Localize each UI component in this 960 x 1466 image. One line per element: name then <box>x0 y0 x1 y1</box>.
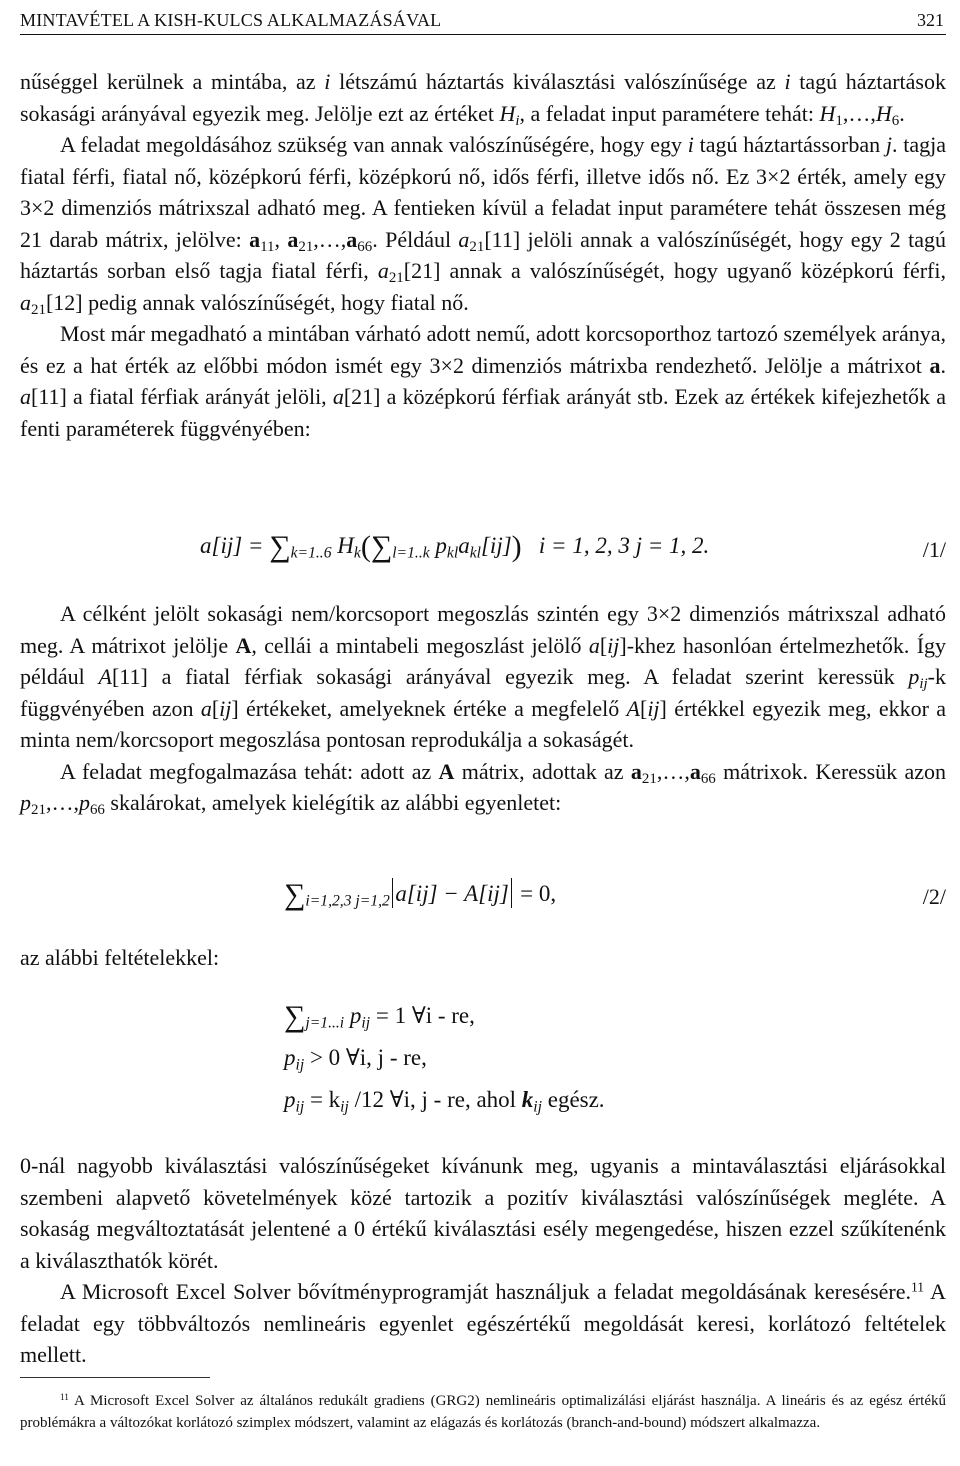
paragraph-6: az alábbi feltételekkel: <box>20 945 220 970</box>
footnote-ref: 11 <box>910 1279 925 1295</box>
paragraph-4: A célként jelölt sokasági nem/korcsoport megoszlás szintén egy 3×2 dimenziós mátrixszal adható meg. A mátrixot jelölje A, cellái a mintabeli megoszlást jelölő a[ij]-khez hasonlóan értelmezhetők. Így például A[11] a fiatal férfiak sokasági arányával egyezik meg. A feladat szerint keressük $p_{ij}-k$ függvényében azon a[ij] értékeket, amelyeknek értéke a megfelelő A[ij] értékkel egyezik meg, ekkor a minta nem/korcsoport megoszlása pontosan reprodukálja a sokaságét. <box>20 601 947 752</box>
footnote-rule <box>20 1377 210 1378</box>
condition-1: $\sum_{j=1...i}$ $p_{ij} = 1$ ∀i - re, <box>284 1000 475 1033</box>
abs-bar-left <box>392 878 394 908</box>
paragraph-2: A feladat megoldásához szükség van annak valószínűségére, hogy egy i tagú háztartássorban j. tagja fiatal férfi, fiatal nő, középkorú férfi, középkorú nő, idős férfi, illetve idős nő. Ez 3×2 érték, amely egy 3×2 dimenziós mátrixszal adható meg. A fentieken kívül a feladat input paramétere tehát összesen még 21 darab mátrix, jelölve: $a_{11}$, $a_{21},\dots,a_{66}$. Például $a_{21}[11]$ jelöli annak a valószínűségét, hogy egy 2 tagú háztartás sorban első tagja fiatal férfi, $a_{21}[21]$ annak a valószínűségét, hogy ugyanő középkorú férfi, $a_{21}[12]$ pedig annak valószínűségét, hogy fiatal nő. <box>20 132 947 318</box>
running-head-title: MINTAVÉTEL A KISH-KULCS ALKALMAZÁSÁVAL <box>20 10 442 30</box>
paragraph-7: 0-nál nagyobb kiválasztási valószínűségeket kívánunk meg, ugyanis a mintaválasztási eljárásokkal szembeni alapvető követelmények közé tartozik a pozitív kiválasztási valószínűségek megléte. A sokaság megváltoztatását jelentené a 0 értékű kiválasztási esély megengedése, hiszen ezzel szűkítenénk a kiválaszthatók körét. <box>20 1153 946 1273</box>
equation-2: $\sum_{i=1,2,3 j=1,2}$ a[ij] − A[ij] = 0, <box>284 878 557 911</box>
equation-2-label: /2/ <box>922 884 946 909</box>
page-number: 321 <box>917 10 944 30</box>
footnote: $^{11}$ A Microsoft Excel Solver az általános redukált gradiens (GRG2) nemlineáris optimalizálási eljárást használja. A lineáris és az egész értékű problémákra a változókat korlátozó szimplex módszert, valamint az elágazás és korlátozás (branch-and-bound) módszert alkalmazza. <box>20 1392 946 1431</box>
abs-bar-right <box>511 878 513 908</box>
condition-3: $p_{ij} = k_{ij}$ /12 ∀i, j - re, ahol $k_{ij}$ egész. <box>284 1087 605 1116</box>
equation-1-label: /1/ <box>922 537 946 562</box>
running-head <box>20 6 946 35</box>
body-text-2 <box>20 598 946 819</box>
paragraph-1: nűséggel kerülnek a mintába, az i létszámú háztartás kiválasztási valószínűsége az i tagú háztartások sokasági arányával egyezik meg. Jelölje ezt az értéket $H_i$, a feladat input paramétere tehát: $H_1,\dots,H_6$. <box>20 69 946 129</box>
paragraph-8: A Microsoft Excel Solver bővítményprogramját használjuk a feladat megoldásának keresésére.$^{11}$ A feladat egy többváltozós nemlineáris egyenlet egészértékű megoldását keresi, korlátozó feltételek mellett. <box>20 1279 946 1367</box>
equation-1: $a[ij] = \sum_{k=1..6}$ $H_k(\sum_{l=1..k}$ $p_{kl}a_{kl}[ij]$) i = 1, 2, 3 j = 1, 2. <box>200 530 710 563</box>
condition-2: $p_{ij} > 0$ ∀i, j - re, <box>284 1045 427 1074</box>
body-text <box>20 66 946 444</box>
paragraph-5: A feladat megfogalmazása tehát: adott az A mátrix, adottak az $a_{21},\dots,a_{66}$ mátrixok. Keressük azon $p_{21},\dots,p_{66}$ skalárokat, amelyek kielégítik az alábbi egyenletet: <box>20 758 947 819</box>
paragraph-3: Most már megadható a mintában várható adott nemű, adott korcsoporthoz tartozó személyek aránya, és ez a hat érték az előbbi módon ismét egy 3×2 dimenziós mátrixba rendezhető. Jelölje a mátrixot a. a[11] a fiatal férfiak arányát jelöli, a[21] a középkorú férfiak arányát stb. Ezek az értékek kifejezhetők a fenti paraméterek függvényében: <box>20 321 946 441</box>
body-text-3 <box>20 942 946 974</box>
body-text-4 <box>20 1150 946 1371</box>
